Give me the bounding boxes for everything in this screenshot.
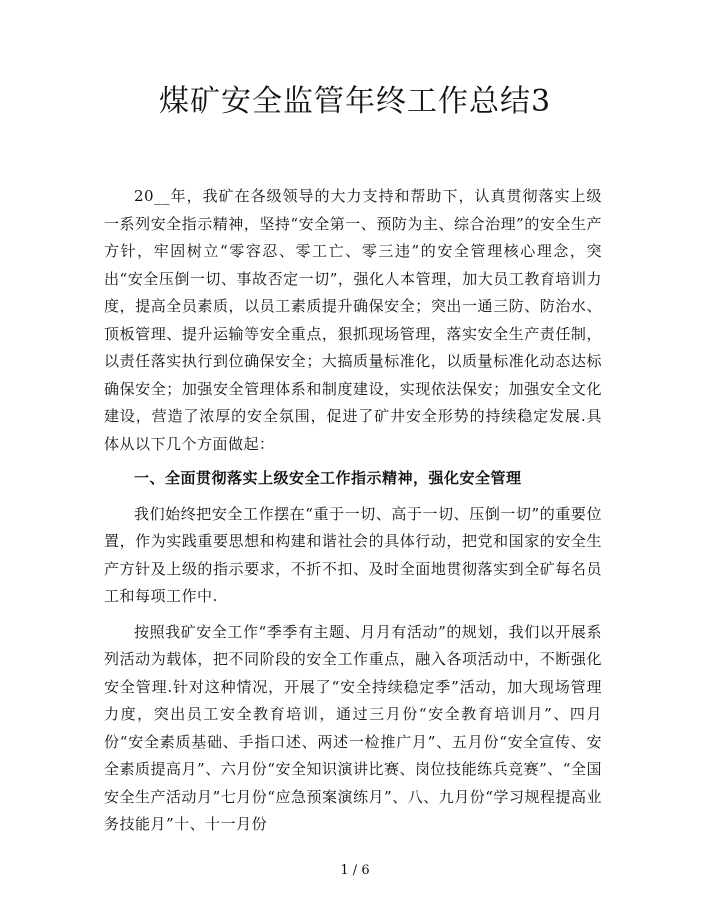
document-title: 煤矿安全监管年终工作总结3 <box>158 84 552 119</box>
document-body <box>104 183 602 839</box>
intro-paragraph: 20__年，我矿在各级领导的大力支持和帮助下，认真贯彻落实上级一系列安全指示精神，坚持“安全第一、预防为主、综合治理”的安全生产方针，牢固树立“零容忍、零工亡、零三违”的安全管理核心理念，突出“安全压倒一切、事故否定一切”，强化人本管理，加大员工教育培训力度，提高全员素质，以员工素质提升确保安全；突出一通三防、防治水、顶板管理、提升运输等安全重点，狠抓现场管理，落实安全生产责任制，以责任落实执行到位确保安全；大搞质量标准化，以质量标准化动态达标确保安全；加强安全管理体系和制度建设，实现依法保安；加强安全文化建设，营造了浓厚的安全氛围，促进了矿井安全形势的持续稳定发展.具体从以下几个方面做起： <box>104 187 602 453</box>
page-number: 1 / 6 <box>340 863 370 878</box>
section-1-paragraph-1: 我们始终把安全工作摆在“重于一切、高于一切、压倒一切”的重要位置，作为实践重要思想和构建和谐社会的具体行动，把党和国家的安全生产方针及上级的指示要求，不折不扣、及时全面地贯彻落实到全矿每名员工和每项工作中. <box>104 504 602 605</box>
section-heading-1: 一、全面贯彻落实上级安全工作指示精神，强化安全管理 <box>134 469 522 487</box>
section-1-paragraph-2: 按照我矿安全工作“季季有主题、月月有活动”的规划，我们以开展系列活动为载体，把不同阶段的安全工作重点，融入各项活动中，不断强化安全管理.针对这种情况，开展了“安全持续稳定季”活动，加大现场管理力度，突出员工安全教育培训，通过三月份“安全教育培训月”、四月份“安全素质基础、手指口述、两述一检推广月”、五月份“安全宣传、安全素质提高月”、六月份“安全知识演讲比赛、岗位技能练兵竞赛”、“全国安全生产活动月”七月份“应急预案演练月”、八、九月份“学习规程提高业务技能月”十、十一月份 <box>104 622 602 833</box>
